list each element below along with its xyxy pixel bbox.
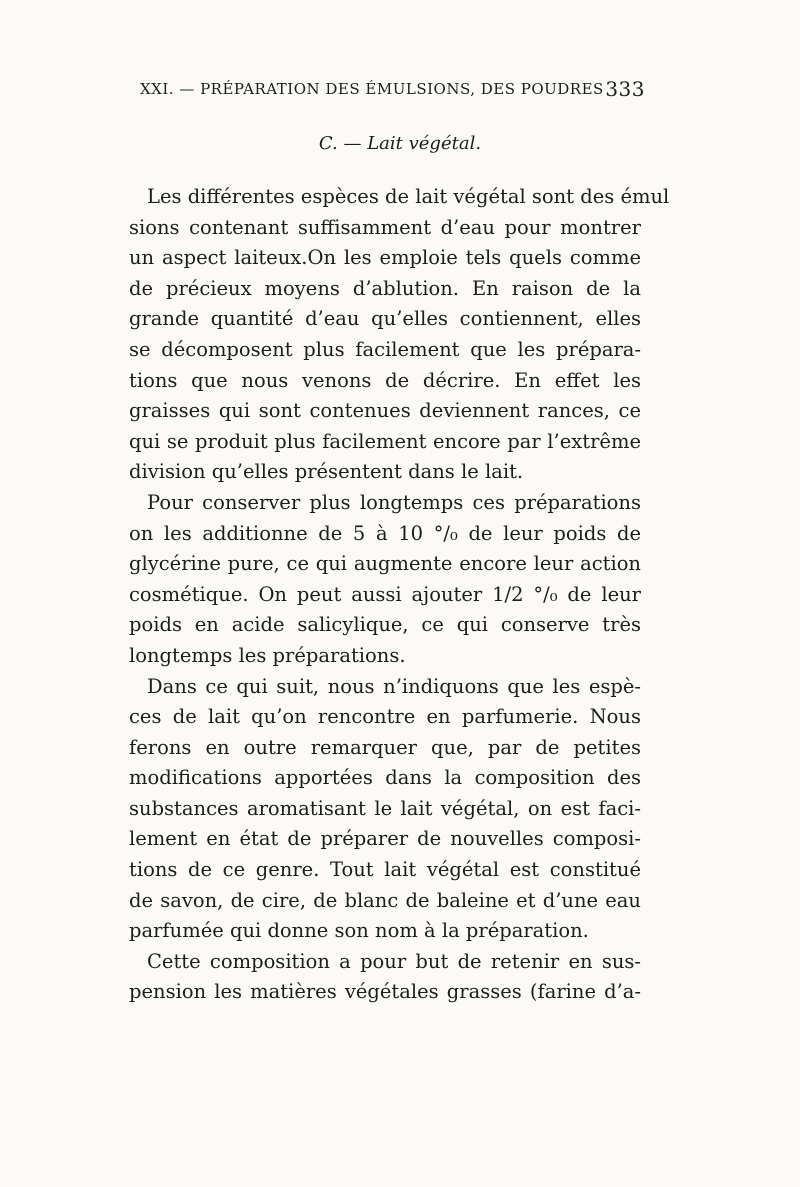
text-line: tions de ce genre. Tout lait végétal est constitué xyxy=(129,858,641,882)
text-line: Pour conserver plus longtemps ces préparations xyxy=(147,490,641,514)
text-line: sions contenant suffisamment d’eau pour montrer xyxy=(129,215,641,239)
text-line: grande quantité d’eau qu’elles contiennent, elles xyxy=(129,307,641,331)
text-line: Cette composition a pour but de retenir en sus- xyxy=(147,949,641,973)
text-line: substances aromatisant le lait végétal, on est faci- xyxy=(129,796,641,820)
text-line: on les additionne de 5 à 10 °/₀ de leur poids de xyxy=(129,521,641,545)
text-line: poids en acide salicylique, ce qui conserve très xyxy=(129,613,641,637)
text-line: glycérine pure, ce qui augmente encore leur action xyxy=(129,552,641,576)
text-line: tions que nous venons de décrire. En effet les xyxy=(129,368,641,392)
text-line: de savon, de cire, de blanc de baleine et d’une eau xyxy=(129,888,641,912)
body-text xyxy=(129,182,670,1008)
text-line: division qu’elles présentent dans le lait. xyxy=(129,460,524,484)
text-line: pension les matières végétales grasses (farine d’a- xyxy=(129,980,641,1004)
page-number: 333 xyxy=(605,77,645,101)
text-line: modifications apportées dans la composition des xyxy=(129,766,641,790)
text-line: graisses qui sont contenues deviennent rances, ce xyxy=(129,399,641,423)
text-line: un aspect laiteux.On les emploie tels quels comme xyxy=(129,246,641,270)
text-line: Dans ce qui suit, nous n’indiquons que les espè- xyxy=(147,674,641,698)
text-line: longtemps les préparations. xyxy=(129,643,406,667)
text-line: lement en état de préparer de nouvelles composi- xyxy=(129,827,641,851)
text-line: de précieux moyens d’ablution. En raison de la xyxy=(129,276,641,300)
section-title: C. — Lait végétal. xyxy=(318,133,482,154)
text-line: cosmétique. On peut aussi ajouter 1/2 °/₀ de leur xyxy=(129,582,641,606)
text-line: ferons en outre remarquer que, par de petites xyxy=(129,735,641,759)
text-line: se décomposent plus facilement que les prépara- xyxy=(129,337,641,361)
text-line: ces de lait qu’on rencontre en parfumerie. Nous xyxy=(129,705,641,729)
text-line: Les différentes espèces de lait végétal sont des émul xyxy=(147,185,670,208)
text-line: qui se produit plus facilement encore par l’extrême xyxy=(129,429,641,453)
running-title: XXI. — PRÉPARATION DES ÉMULSIONS, DES POUDRES xyxy=(140,80,604,98)
text-line: parfumée qui donne son nom à la préparation. xyxy=(129,919,589,943)
